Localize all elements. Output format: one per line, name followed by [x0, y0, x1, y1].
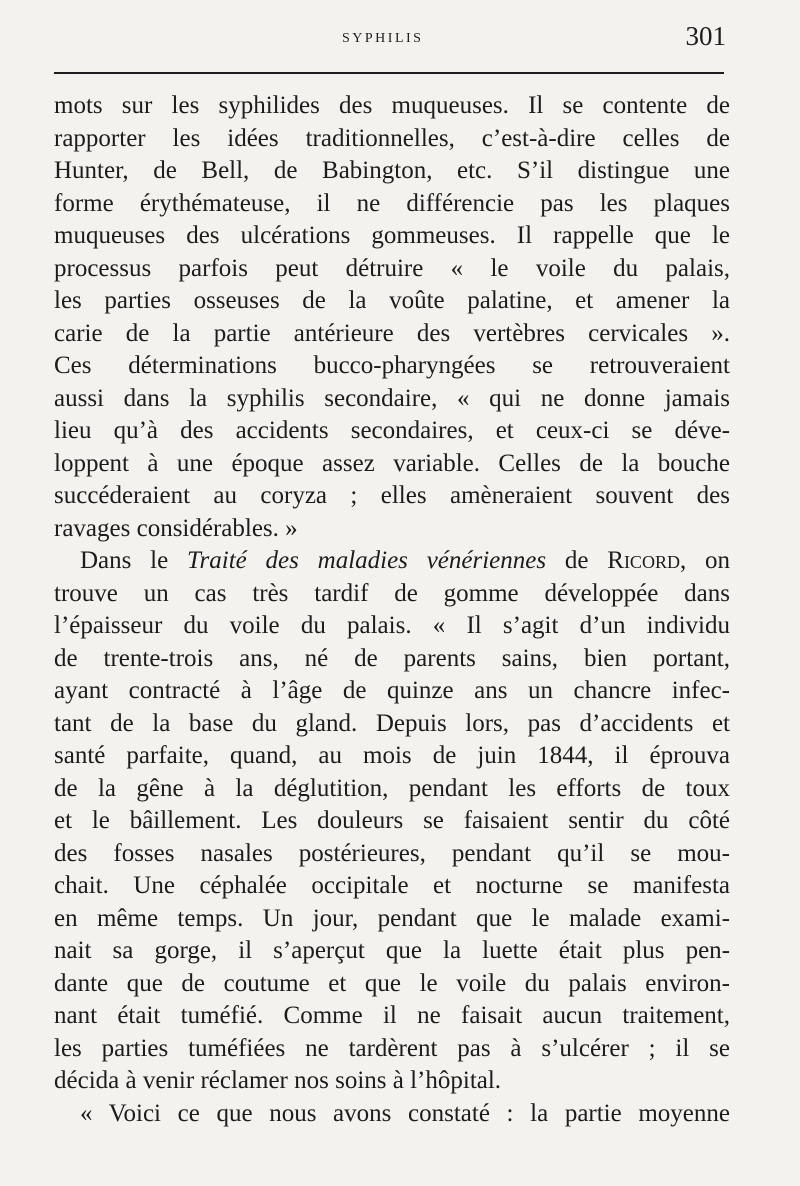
citation-pre: Dans le	[80, 547, 187, 574]
text-line: ayant contracté à l’âge de quinze ans un chancre infec-	[54, 677, 730, 704]
text-line: ravages considérables. »	[54, 514, 298, 542]
text-line: nait sa gorge, il s’aperçut que la luette était plus pen-	[54, 937, 730, 964]
text-line: nant était tuméfié. Comme il ne faisait aucun traitement,	[54, 1002, 730, 1029]
text-line: en même temps. Un jour, pendant que le malade exami-	[54, 904, 730, 932]
text-line: aussi dans la syphilis secondaire, « qui ne donne jamais	[54, 384, 730, 412]
text-line: de la gêne à la déglutition, pendant les efforts de toux	[54, 774, 730, 802]
text-line: décida à venir réclamer nos soins à l’hôpital.	[54, 1067, 502, 1094]
text-line: Hunter, de Bell, de Babington, etc. S’il distingue une	[54, 157, 730, 184]
text-line: loppent à une époque assez variable. Celles de la bouche	[54, 449, 730, 477]
text-line: trouve un cas très tardif de gomme développée dans	[54, 579, 730, 607]
text-line: l’épaisseur du voile du palais. « Il s’agit d’un individu	[54, 612, 730, 639]
author-name: Ricord	[607, 547, 680, 574]
text-line: mots sur les syphilides des muqueuses. Il se contente de	[54, 92, 730, 119]
text-line: tant de la base du gland. Depuis lors, pas d’accidents et	[54, 709, 730, 737]
text-line: processus parfois peut détruire « le voile du palais,	[54, 254, 730, 282]
page-number: 301	[685, 21, 726, 51]
text-line: Ces déterminations bucco-pharyngées se retrouveraient	[54, 352, 730, 379]
text-line-citation	[54, 545, 730, 578]
body-text	[54, 90, 730, 1130]
text-line: forme érythémateuse, il ne différencie pas les plaques	[54, 189, 730, 217]
citation-mid: de	[546, 547, 608, 574]
citation-post: , on	[679, 547, 730, 574]
text-line: et le bâillement. Les douleurs se faisaient sentir du côté	[54, 807, 730, 834]
text-line: rapporter les idées traditionnelles, c’est-à-dire celles de	[54, 124, 730, 152]
text-line: succéderaient au coryza ; elles amèneraient souvent des	[54, 482, 730, 509]
text-line: carie de la partie antérieure des vertèbres cervicales ».	[54, 319, 730, 347]
book-title: Traité des maladies vénériennes	[187, 547, 547, 574]
running-title: SYPHILIS	[342, 31, 424, 46]
text-line: les parties osseuses de la voûte palatine, et amener la	[54, 287, 730, 314]
text-line: de trente-trois ans, né de parents sains, bien portant,	[54, 644, 730, 672]
header-rule	[54, 72, 724, 74]
text-line: « Voici ce que nous avons constaté : la partie moyenne	[80, 1099, 730, 1127]
text-line: lieu qu’à des accidents secondaires, et ceux-ci se déve-	[54, 417, 730, 444]
text-line: santé parfaite, quand, au mois de juin 1844, il éprouva	[54, 742, 730, 769]
text-line: dante que de coutume et que le voile du palais environ-	[54, 969, 730, 997]
text-line: chait. Une céphalée occipitale et nocturne se manifesta	[54, 872, 730, 899]
running-head	[54, 21, 726, 57]
text-line: des fosses nasales postérieures, pendant qu’il se mou-	[54, 839, 730, 867]
text-line: muqueuses des ulcérations gommeuses. Il rappelle que le	[54, 222, 730, 249]
text-line: les parties tuméfiées ne tardèrent pas à s’ulcérer ; il se	[54, 1034, 730, 1062]
